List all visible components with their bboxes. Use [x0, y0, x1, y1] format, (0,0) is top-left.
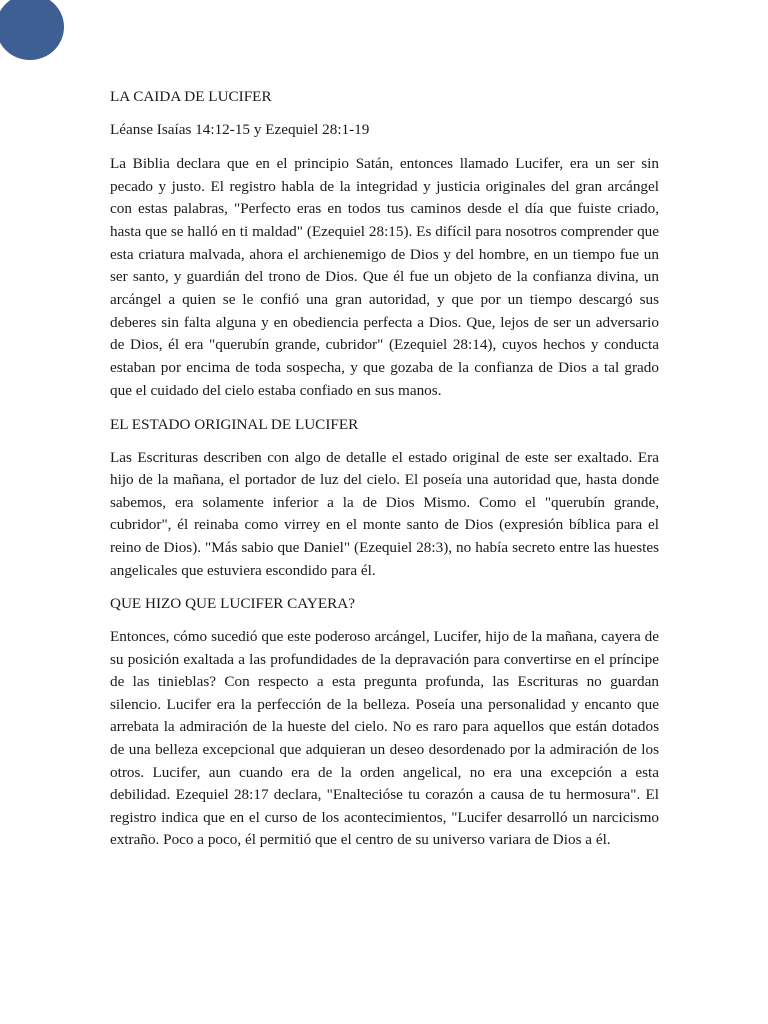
paragraph-original-state: Las Escrituras describen con algo de detalle el estado original de este ser exaltado. Era hijo de la mañana, el portador de luz del cielo. El poseía una autoridad que, hasta donde sabemos, era solamente inferior a la de Dios Mismo. Como el "querubín grande, cubridor", él reinaba como virrey en el monte santo de Dios (expresión bíblica para el reino de Dios). "Más sabio que Daniel" (Ezequiel 28:3), no había secreto entre las huestes angelicales que estuviera escondido para él.: [110, 448, 659, 579]
section-heading-why-fall: QUE HIZO QUE LUCIFER CAYERA?: [110, 595, 355, 613]
scripture-references: Léanse Isaías 14:12-15 y Ezequiel 28:1-19: [110, 121, 370, 138]
document-title: LA CAIDA DE LUCIFER: [110, 88, 272, 105]
page-marker-circle: [0, 0, 64, 60]
section-heading-original-state: EL ESTADO ORIGINAL DE LUCIFER: [110, 415, 359, 433]
paragraph-why-fall: Entonces, cómo sucedió que este poderoso arcángel, Lucifer, hijo de la mañana, cayera de su posición exaltada a las profundidades de la depravación para convertirse en el príncipe de las tinieblas? Con respecto a esta pregunta profunda, las Escrituras no guardan silencio. Lucifer era la perfección de la belleza. Poseía una personalidad y encanto que arrebata la admiración de la hueste del cielo. No es raro para aquellos que están dotados de una belleza excepcional que adquieran un deseo desordenado por la admiración de los otros. Lucifer, aun cuando era de la orden angelical, no era una excepción a esta debilidad. Ezequiel 28:17 declara, "Enaltecióse tu corazón a causa de tu hermosura". El registro indica que en el curso de los acontecimientos, "Lucifer desarrolló un narcicismo extraño. Poco a poco, él permitió que el centro de su universo variara de Dios a él.: [110, 628, 659, 849]
document-body: [110, 86, 659, 863]
paragraph-intro: La Biblia declara que en el principio Satán, entonces llamado Lucifer, era un ser sin pecado y justo. El registro habla de la integridad y justicia originales del gran arcángel con estas palabras, "Perfecto eras en todos tus caminos desde el día que fuiste criado, hasta que se halló en ti maldad" (Ezequiel 28:15). Es difícil para nosotros comprender que esta criatura malvada, ahora el archienemigo de Dios y del hombre, en un tiempo fue un ser santo, y guardián del trono de Dios. Que él fue un objeto de la confianza divina, un arcángel a quien se le confió una gran autoridad, y que por un tiempo descargó sus deberes sin falta alguna y en obediencia perfecta a Dios. Que, lejos de ser un adversario de Dios, él era "querubín grande, cubridor" (Ezequiel 28:14), cuyos hechos y conducta estaban por encima de toda sospecha, y que gozaba de la confianza de Dios a tal grado que el cuidado del cielo estaba confiado en sus manos.: [110, 154, 659, 399]
